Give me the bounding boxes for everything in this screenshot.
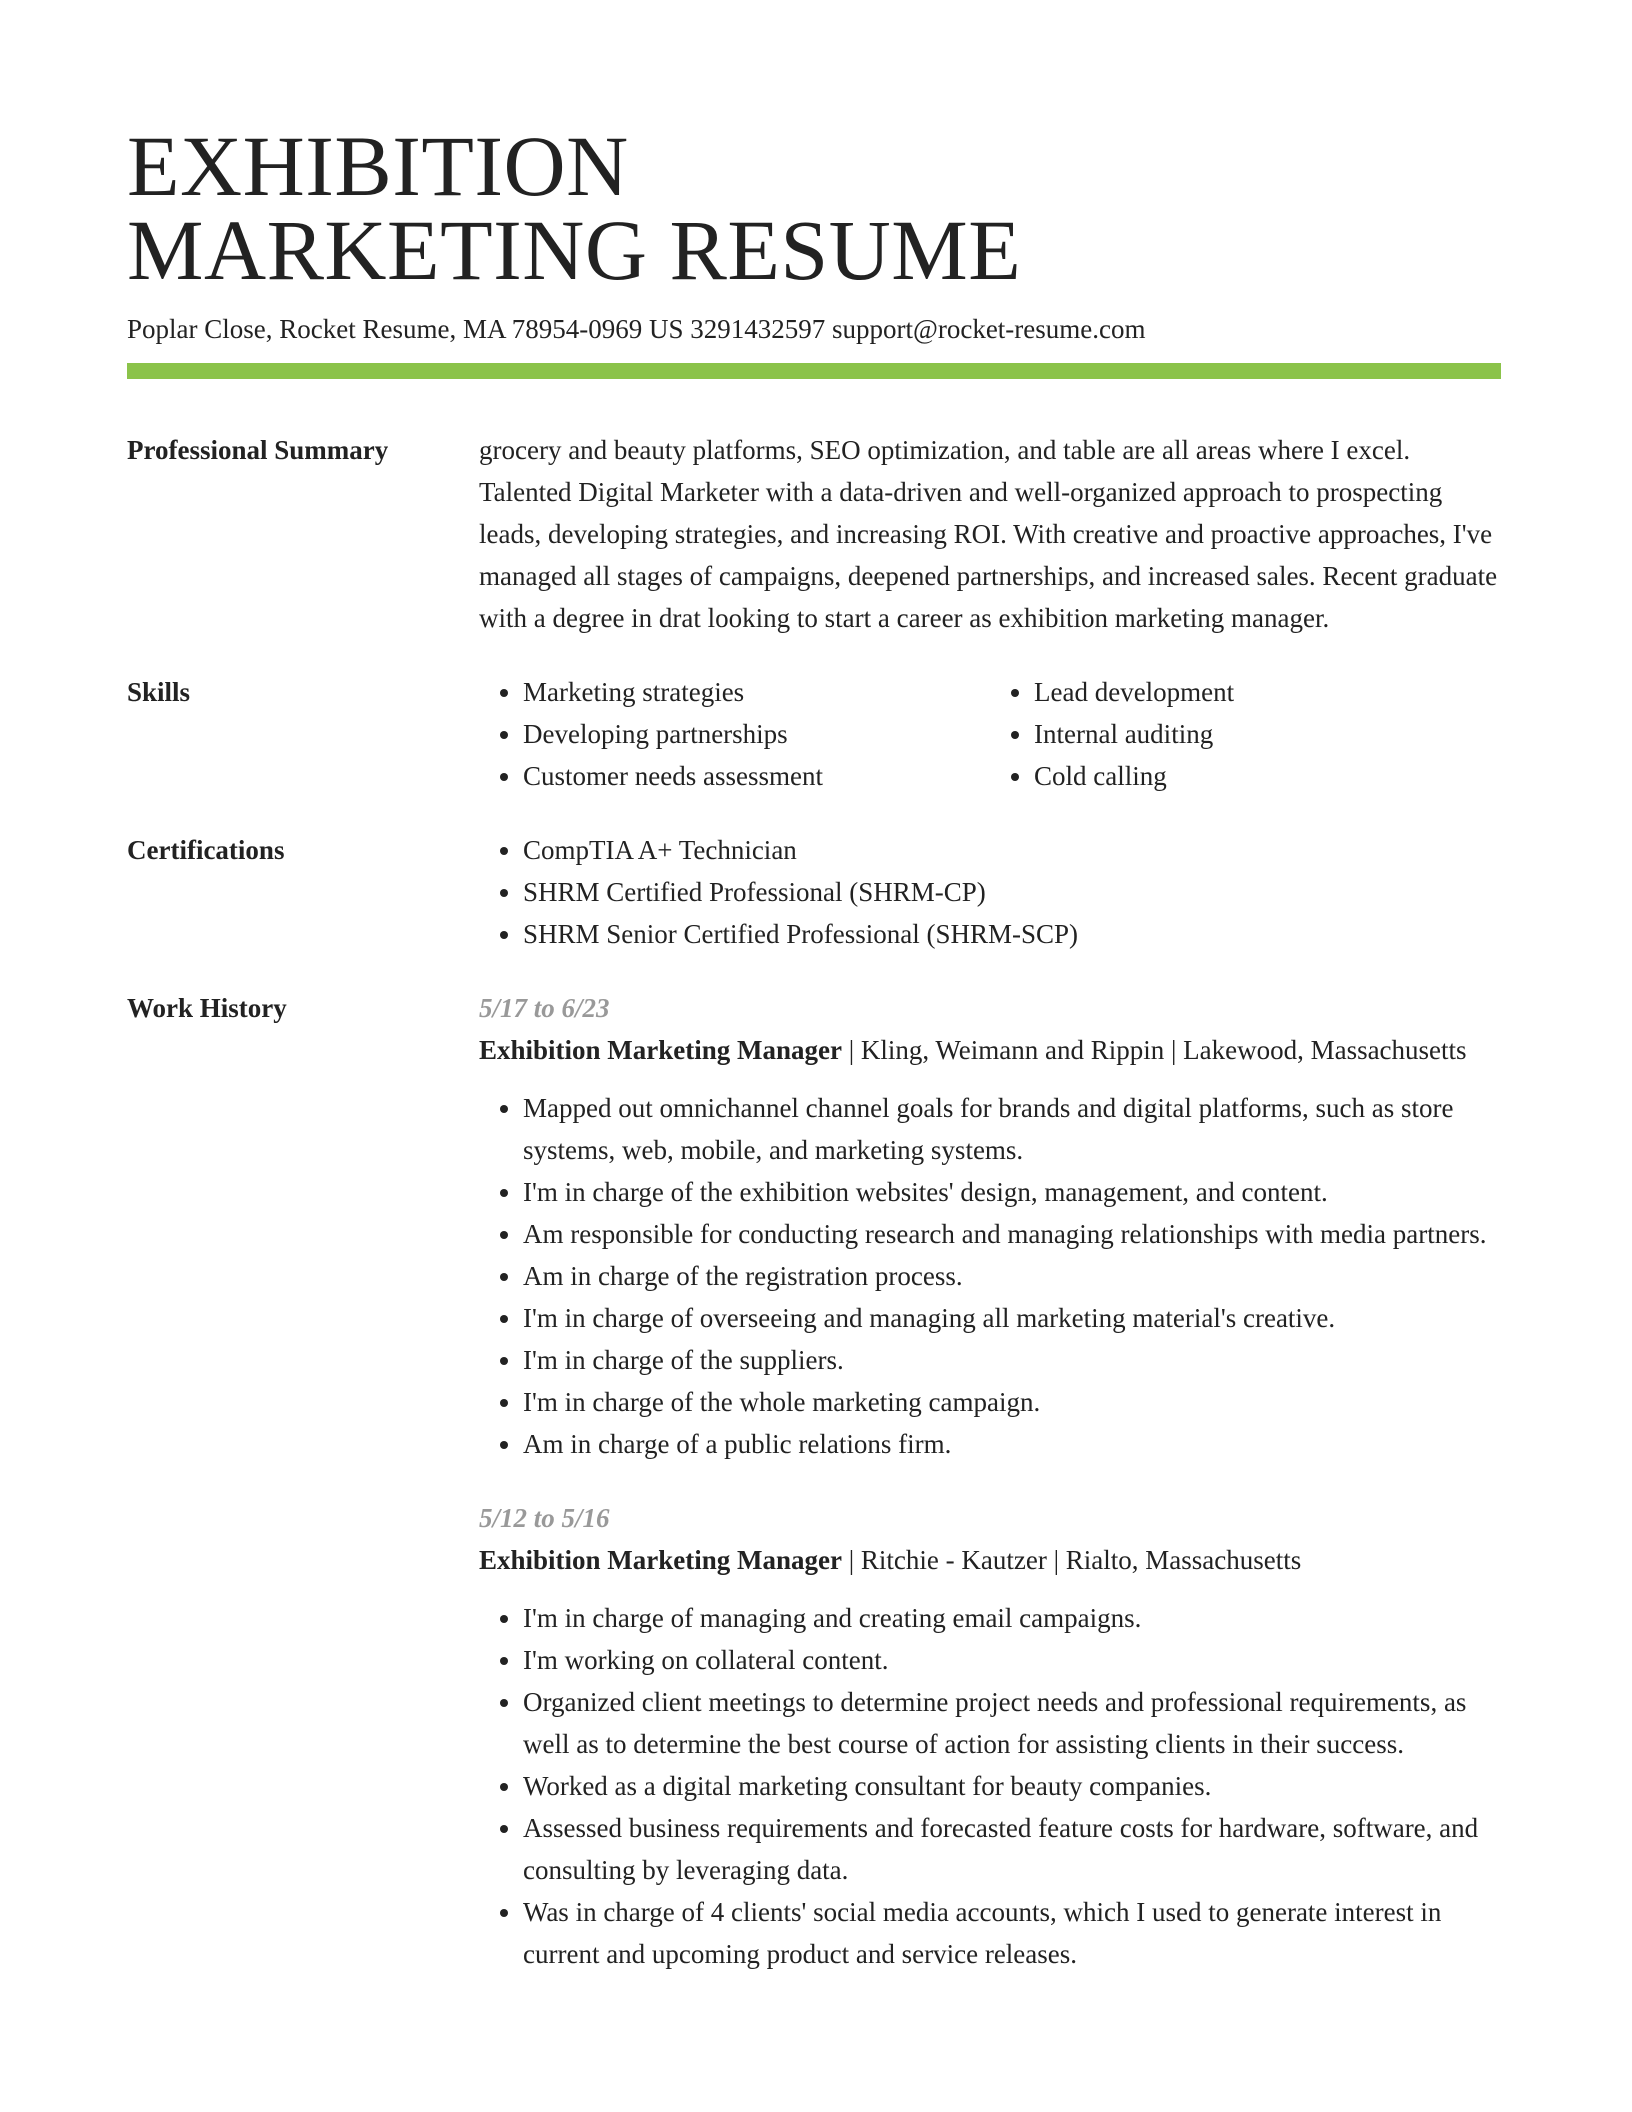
skills-column-1 — [479, 671, 990, 797]
job-employer-location: | Kling, Weimann and Rippin | Lakewood, Massachusetts — [842, 1035, 1467, 1065]
job-duty-item: • Assessed business requirements and forecasted feature costs for hardware, software, and consulting by leveraging data. — [523, 1807, 1501, 1891]
job-duty-item: • I'm in charge of the suppliers. — [523, 1339, 1501, 1381]
skills-section — [127, 671, 1501, 797]
professional-summary-section — [127, 429, 1501, 639]
certifications-body — [479, 829, 1501, 955]
header-divider — [127, 363, 1501, 379]
job-duty-item: • I'm in charge of overseeing and managing all marketing material's creative. — [523, 1297, 1501, 1339]
section-label-summary: Professional Summary — [127, 435, 389, 465]
certification-item: • SHRM Senior Certified Professional (SHRM-SCP) — [523, 913, 1501, 955]
skill-item: • Internal auditing — [1034, 713, 1501, 755]
summary-text: grocery and beauty platforms, SEO optimization, and table are all areas where I excel. Talented Digital Marketer with a data-driven and well-organized approach to prospecting leads, developing strategies, and increasing ROI. With creative and proactive approaches, I've managed all stages of campaigns, deepened partnerships, and increased sales. Recent graduate with a degree in drat looking to start a career as exhibition marketing manager. — [479, 435, 1498, 633]
skills-body — [479, 671, 1501, 797]
job-employer-location: | Ritchie - Kautzer | Rialto, Massachusetts — [842, 1545, 1302, 1575]
job-duty-item: • Mapped out omnichannel channel goals for brands and digital platforms, such as store systems, web, mobile, and marketing systems. — [523, 1087, 1501, 1171]
job-duty-item: • Am responsible for conducting research and managing relationships with media partners. — [523, 1213, 1501, 1255]
title-line-2: MARKETING RESUME — [127, 202, 1022, 298]
job-duty-item: • Was in charge of 4 clients' social media accounts, which I used to generate interest in current and upcoming product and service releases. — [523, 1891, 1501, 1975]
title-line-1: EXHIBITION — [127, 118, 629, 214]
certifications-section — [127, 829, 1501, 955]
skill-item: • Marketing strategies — [523, 671, 990, 713]
job-entry — [479, 1497, 1501, 1975]
resume-page — [127, 0, 1501, 1975]
job-title: Exhibition Marketing Manager — [479, 1545, 842, 1575]
job-dates: 5/12 to 5/16 — [479, 1503, 610, 1533]
section-label-certifications: Certifications — [127, 835, 285, 865]
job-title-line — [479, 1029, 1501, 1071]
job-title: Exhibition Marketing Manager — [479, 1035, 842, 1065]
job-duty-item: • I'm in charge of managing and creating email campaigns. — [523, 1597, 1501, 1639]
skills-column-2 — [990, 671, 1501, 797]
skills-grid — [479, 671, 1501, 797]
job-dates: 5/17 to 6/23 — [479, 993, 610, 1023]
job-duties-list — [479, 1597, 1501, 1975]
job-duty-item: • Organized client meetings to determine project needs and professional requirements, as well as to determine the best course of action for assisting clients in their success. — [523, 1681, 1501, 1765]
job-duty-item: • Am in charge of a public relations firm. — [523, 1423, 1501, 1465]
certification-item: • CompTIA A+ Technician — [523, 829, 1501, 871]
job-duty-item: • Worked as a digital marketing consultant for beauty companies. — [523, 1765, 1501, 1807]
section-label-work-history: Work History — [127, 993, 287, 1023]
certifications-list — [479, 829, 1501, 955]
job-duty-item: • I'm in charge of the exhibition websites' design, management, and content. — [523, 1171, 1501, 1213]
job-entry — [479, 987, 1501, 1465]
job-duty-item: • I'm in charge of the whole marketing campaign. — [523, 1381, 1501, 1423]
skill-item: • Lead development — [1034, 671, 1501, 713]
skill-item: • Customer needs assessment — [523, 755, 990, 797]
skill-item: • Developing partnerships — [523, 713, 990, 755]
work-history-section — [127, 987, 1501, 1975]
job-duties-list — [479, 1087, 1501, 1465]
resume-title — [127, 0, 1501, 298]
skill-item: • Cold calling — [1034, 755, 1501, 797]
job-title-line — [479, 1539, 1501, 1581]
job-duty-item: • Am in charge of the registration process. — [523, 1255, 1501, 1297]
certification-item: • SHRM Certified Professional (SHRM-CP) — [523, 871, 1501, 913]
work-history-body — [479, 987, 1501, 1975]
contact-info: Poplar Close, Rocket Resume, MA 78954-0969 US 3291432597 support@rocket-resume.com — [127, 314, 1146, 344]
section-label-skills: Skills — [127, 677, 191, 707]
job-duty-item: • I'm working on collateral content. — [523, 1639, 1501, 1681]
